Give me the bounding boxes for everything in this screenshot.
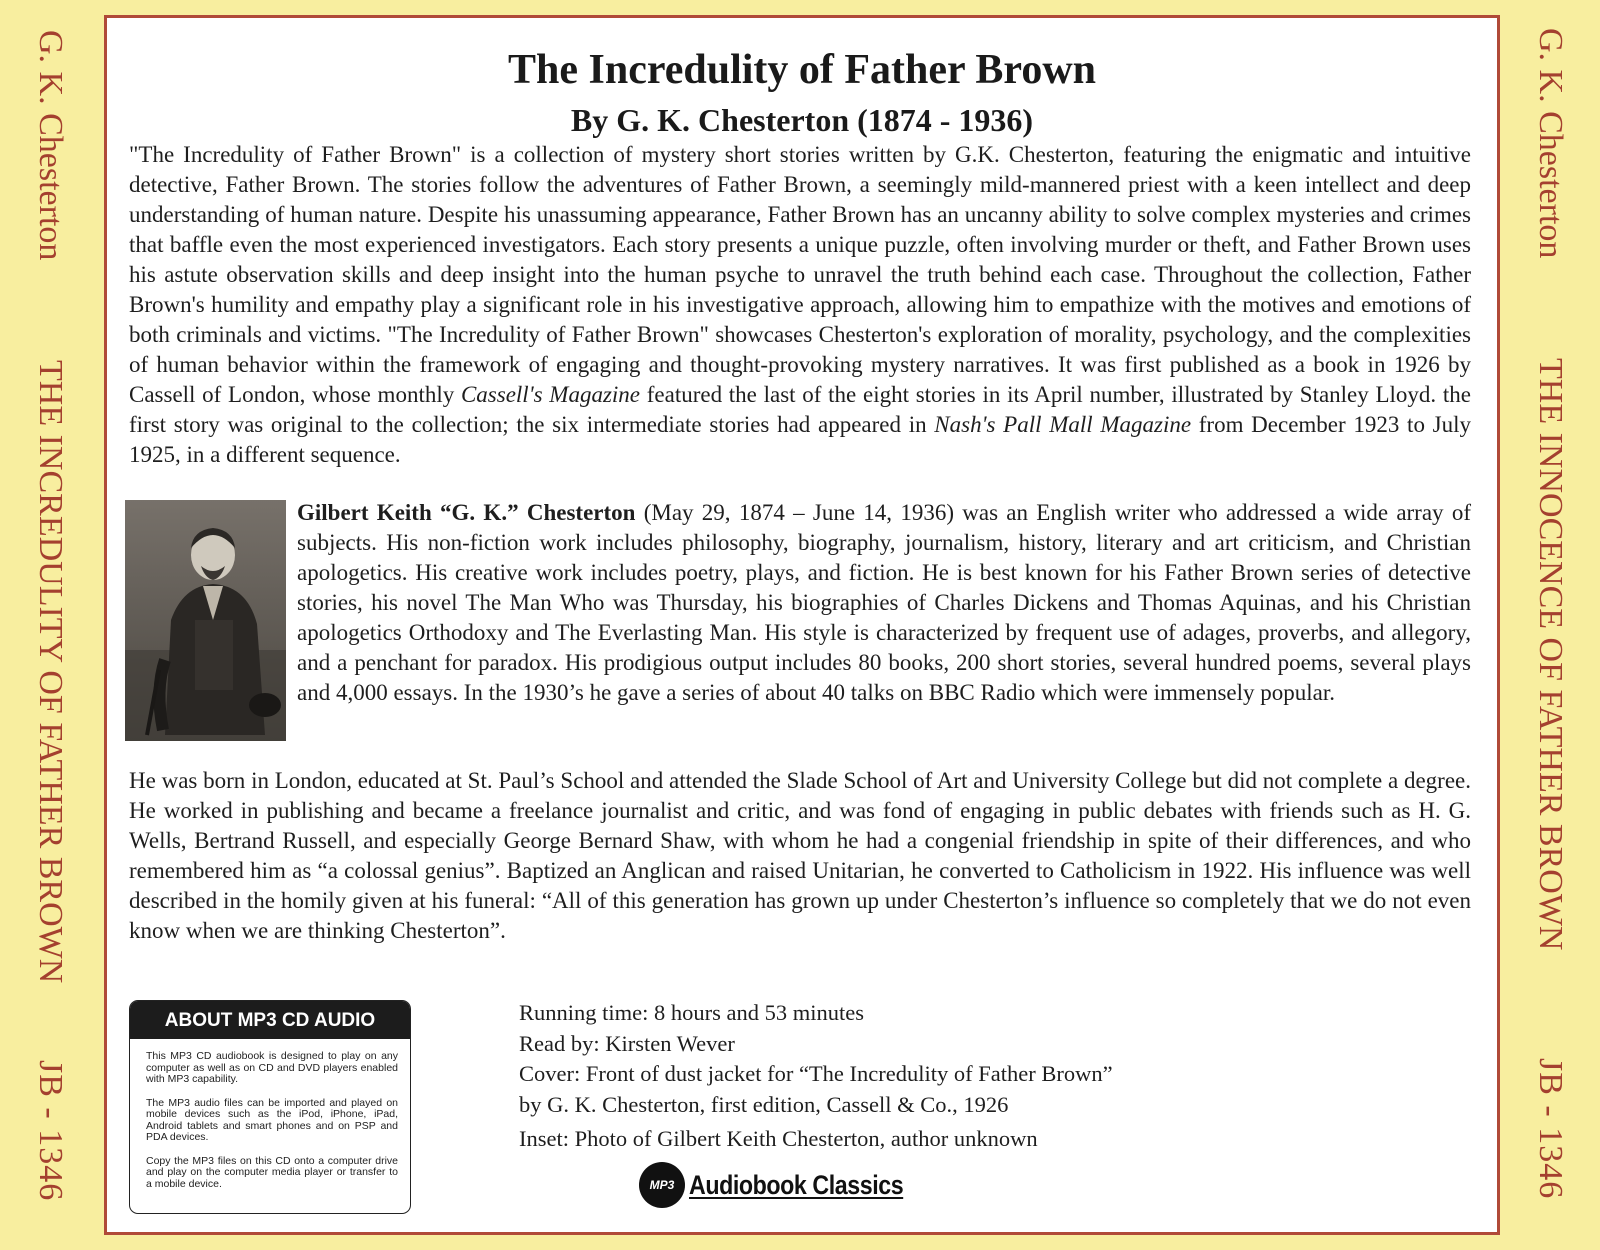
audiobook-classics-logo: [639, 1162, 938, 1208]
right-spine-text: [1500, 0, 1600, 1250]
spine-title: THE INNOCENCE OF FATHER BROWN: [1532, 358, 1569, 951]
running-time: Running time: 8 hours and 53 minutes: [519, 1000, 864, 1025]
author-photo-image: [125, 500, 286, 741]
credits-block: [519, 998, 1113, 1155]
narrator: Read by: Kirsten Wever: [519, 1030, 735, 1056]
about-mp3-heading: ABOUT MP3 CD AUDIO: [130, 1001, 410, 1039]
description-text: "The Incredulity of Father Brown" is a collection of mystery short stories written by G.K. Chesterton, featuring the enigmatic and intuitive detective, Father Brown. The stories follow the adventures of Father Brown, a seemingly mild-mannered priest with a keen intellect and deep understanding of human nature. Despite his unassuming appearance, Father Brown has an uncanny ability to solve complex mysteries and crimes that baffle even the most experienced investigators. Each story presents a unique puzzle, often involving murder or theft, and Father Brown uses his astute observation skills and deep insight into the human psyche to unravel the truth behind each case. Throughout the collection, Father Brown's humility and empathy play a significant role in his investigative approach, allowing him to empathize with the motives and emotions of both criminals and victims. "The Incredulity of Father Brown" showcases Chesterton's exploration of morality, psychology, and the complexities of human behavior within the framework of engaging and thought-provoking mystery narratives. It was first published as a book in 1926 by Cassell of London, whose monthly: [129, 142, 1471, 407]
spine-author: G. K. Chesterton: [32, 30, 69, 261]
right-spine: [1500, 0, 1600, 1250]
book-description: [129, 140, 1471, 470]
description-text: featured the last of the eight stories in its April number, illustrated by Stanley Lloyd. the first story was original to the collection; the six intermediate stories had appeared in: [129, 382, 1472, 437]
back-cover-panel: [104, 15, 1500, 1235]
author-bio-text: (May 29, 1874 – June 14, 1936) was an English writer who addressed a wide array of subjects. His non-fiction work includes philosophy, biography, journalism, history, literary and art criticism, and Christian apologetics. His creative work includes poetry, plays, and fiction. He is best known for his Father Brown series of detective stories, his novel The Man Who was Thursday, his biographies of Charles Dickens and Thomas Aquinas, and his Christian apologetics Orthodoxy and The Everlasting Man. His style is characterized by frequent use of adages, proverbs, and allegory, and a penchant for paradox. His prodigious output includes 80 books, 200 short stories, several hundred poems, several plays and 4,000 essays. In the 1930’s he gave a series of about 40 talks on BBC Radio which were immensely popular.: [297, 500, 1471, 705]
description-italic-magazine: Cassell's Magazine: [460, 382, 641, 407]
author-name: Gilbert Keith “G. K.” Chesterton: [297, 500, 636, 525]
author-bio: [297, 498, 1471, 708]
description-italic-magazine: Nash's Pall Mall Magazine: [934, 412, 1192, 437]
spine-author: G. K. Chesterton: [1532, 28, 1569, 259]
mp3-disc-icon: MP3: [639, 1162, 685, 1208]
spine-catalog-code: JB - 1346: [32, 1060, 69, 1202]
cover-credit-continued: by G. K. Chesterton, first edition, Cassell & Co., 1926: [519, 1091, 1009, 1117]
book-title: The Incredulity of Father Brown: [507, 47, 1097, 93]
about-mp3-paragraph: Copy the MP3 files on this CD onto a computer drive and play on the computer media player or transfer to a mobile device.: [146, 1154, 398, 1190]
cover-credit: Cover: Front of dust jacket for “The Incredulity of Father Brown”: [519, 1061, 1113, 1086]
about-mp3-paragraph: The MP3 audio files can be imported and played on mobile devices such as the iPod, iPhone, iPad, Android tablets and smart phones and on PSP and PDA devices.: [146, 1096, 398, 1143]
author-photo: [125, 500, 286, 741]
description-text: from December 1923 to July 1925, in a different sequence.: [129, 412, 1471, 467]
spine-title: THE INCREDULITY OF FATHER BROWN: [32, 360, 69, 984]
left-spine-text: [0, 0, 100, 1250]
book-author-line: By G. K. Chesterton (1874 - 1936): [570, 102, 1034, 138]
author-life: He was born in London, educated at St. Paul’s School and attended the Slade School of Art and University College but did not complete a degree. He worked in publishing and became a freelance journalist and critic, and was fond of engaging in public debates with friends such as H. G. Wells, Bertrand Russell, and especially George Bernard Shaw, with whom he had a congenial friendship in spite of their differences, and who remembered him as “a colossal genius”. Baptized an Anglican and raised Unitarian, he converted to Catholicism in 1922. His influence was well described in the homily given at his funeral: “All of this generation has grown up under Chesterton’s influence so completely that we do not even know when we are thinking Chesterton”.: [129, 768, 1471, 943]
about-mp3-paragraph: This MP3 CD audiobook is designed to play on any computer as well as on CD and DVD players enabled with MP3 capability.: [146, 1050, 398, 1085]
inset-credit: Inset: Photo of Gilbert Keith Chesterton, author unknown: [519, 1126, 1038, 1151]
left-spine: [0, 0, 100, 1250]
spine-catalog-code: JB - 1346: [1532, 1058, 1569, 1200]
logo-brand-name: Audiobook Classics: [689, 1169, 904, 1200]
about-mp3-box: [129, 1000, 411, 1214]
